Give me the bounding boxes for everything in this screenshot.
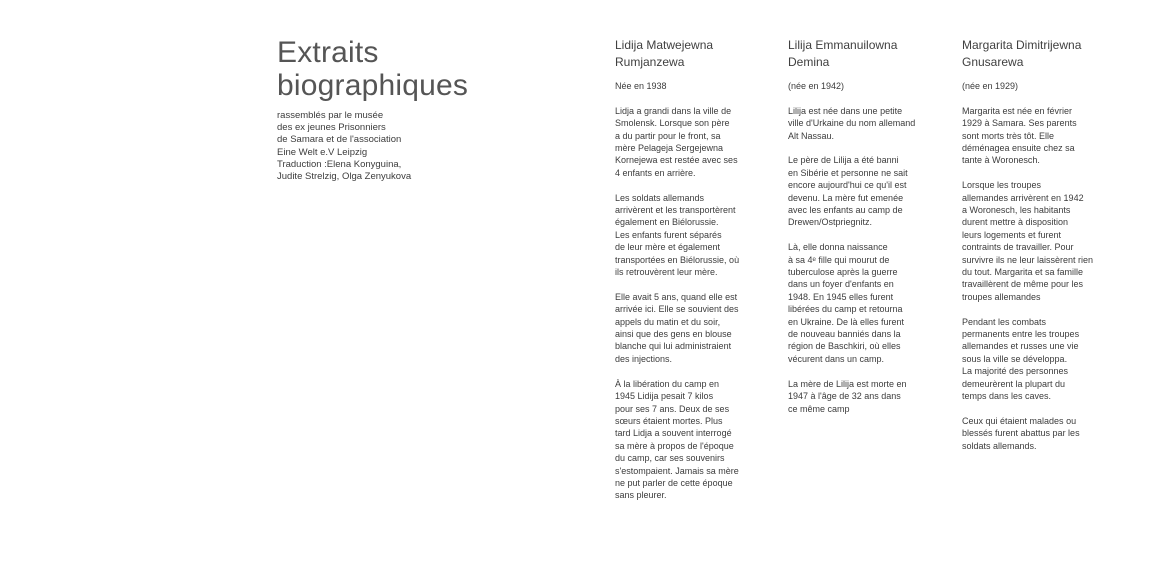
paragraph-line: mère Pelageja Sergejewna	[615, 143, 724, 154]
person-name	[788, 37, 933, 71]
paragraph-line: Elle avait 5 ans, quand elle est	[615, 291, 738, 302]
paragraph-line: temps dans les caves.	[962, 391, 1052, 402]
biography-paragraph	[615, 192, 760, 279]
biography-paragraph	[962, 179, 1107, 303]
biography-paragraph	[615, 291, 760, 365]
paragraph-line: Alt Nassau.	[788, 130, 835, 141]
biography-paragraph	[962, 316, 1107, 403]
biography-paragraph	[788, 154, 933, 228]
paragraph-line: Kornejewa est restée avec ses	[615, 155, 738, 166]
paragraph-line: appels du matin et du soir,	[615, 316, 721, 327]
paragraph-line: ne put parler de cette époque	[615, 477, 733, 488]
paragraph-line: également en Biélorussie.	[615, 217, 719, 228]
paragraph-line: Lilija est née dans une petite	[788, 105, 903, 116]
paragraph-line: a Woronesch, les habitants	[962, 205, 1071, 216]
paragraph-line: 4 enfants en arrière.	[615, 167, 696, 178]
paragraph-line: Lidja a grandi dans la ville de	[615, 105, 732, 116]
paragraph-line: des injections.	[615, 353, 673, 364]
paragraph-line: devenu. La mère fut emenée	[788, 192, 904, 203]
paragraph-line: sa mère à propos de l'époque	[615, 440, 734, 451]
paragraph-line: Smolensk. Lorsque son père	[615, 118, 730, 129]
person-name-line: Demina	[788, 55, 830, 69]
person-name-line: Gnusarewa	[962, 55, 1024, 69]
paragraph-line: transportées en Biélorussie, où	[615, 254, 740, 265]
paragraph-line: leurs logements et furent	[962, 229, 1062, 240]
intro-line: Judite Strelzig, Olga Zenyukova	[277, 171, 412, 183]
paragraph-line: s'estompaient. Jamais sa mère	[615, 465, 739, 476]
biography-paragraph	[788, 378, 933, 415]
paragraph-line: travaillèrent de même pour les	[962, 279, 1084, 290]
biography-paragraph	[615, 105, 760, 179]
paragraph-line: contraints de travailler. Pour	[962, 242, 1074, 253]
paragraph-line: tuberculose après la guerre	[788, 267, 898, 278]
paragraph-line: pour ses 7 ans. Deux de ses	[615, 403, 730, 414]
paragraph-line: tante à Woronesch.	[962, 155, 1040, 166]
paragraph-line: ils retrouvèrent leur mère.	[615, 267, 718, 278]
birth-year: Née en 1938	[615, 81, 667, 91]
paragraph-line: À la libération du camp en	[615, 378, 720, 389]
paragraph-line: région de Baschkiri, où elles	[788, 341, 901, 352]
paragraph-line: vécurent dans un camp.	[788, 353, 885, 364]
intro-line: des ex jeunes Prisonniers	[277, 122, 386, 134]
birth-year: (née en 1942)	[788, 81, 845, 91]
paragraph-line: du tout. Margarita et sa famille	[962, 267, 1084, 278]
paragraph-line: à sa 4ᵉ fille qui mourut de	[788, 254, 890, 265]
intro-line: Eine Welt e.V Leipzig	[277, 146, 368, 158]
paragraph-line: sœurs étaient mortes. Plus	[615, 415, 723, 426]
paragraph-line: troupes allemandes	[962, 291, 1041, 302]
intro-line: de Samara et de l'association	[277, 134, 402, 146]
birth-year: (née en 1929)	[962, 81, 1019, 91]
paragraph-line: 1929 à Samara. Ses parents	[962, 118, 1077, 129]
paragraph-line: du camp, car ses souvenirs	[615, 453, 725, 464]
person-name-line: Margarita Dimitrijewna	[962, 38, 1082, 52]
paragraph-line: sous la ville se développa.	[962, 353, 1068, 364]
paragraph-line: Ceux qui étaient malades ou	[962, 415, 1077, 426]
paragraph-line: Pendant les combats	[962, 316, 1047, 327]
paragraph-line: en Ukraine. De là elles furent	[788, 316, 905, 327]
paragraph-line: La majorité des personnes	[962, 366, 1069, 377]
paragraph-line: permanents entre les troupes	[962, 329, 1080, 340]
paragraph-line: Le père de Lilija a été banni	[788, 155, 899, 166]
paragraph-line: 1948. En 1945 elles furent	[788, 291, 894, 302]
paragraph-line: arrivée ici. Elle se souvient des	[615, 304, 739, 315]
paragraph-line: libérées du camp et retourna	[788, 304, 903, 315]
biography-paragraph	[788, 105, 933, 142]
paragraph-line: 1945 Lidija pesait 7 kilos	[615, 391, 714, 402]
paragraph-line: de nouveau banniés dans la	[788, 329, 901, 340]
intro-credits	[277, 110, 577, 183]
paragraph-line: 1947 à l'âge de 32 ans dans	[788, 391, 901, 402]
paragraph-line: Les soldats allemands	[615, 192, 705, 203]
paragraph-line: soldats allemands.	[962, 440, 1037, 451]
paragraph-line: demeurèrent la plupart du	[962, 378, 1066, 389]
paragraph-line: Là, elle donna naissance	[788, 242, 888, 253]
paragraph-line: allemandes arrivèrent en 1942	[962, 192, 1084, 203]
page-title	[277, 36, 577, 102]
person-name	[962, 37, 1107, 71]
biography-paragraph	[615, 378, 760, 502]
paragraph-line: ainsi que des gens en blouse	[615, 329, 732, 340]
person-name-line: Lilija Emmanuilowna	[788, 38, 898, 52]
paragraph-line: blessés furent abattus par les	[962, 428, 1080, 439]
paragraph-line: dans un foyer d'enfants en	[788, 279, 894, 290]
paragraph-line: survivre ils ne leur laissèrent rien	[962, 254, 1094, 265]
paragraph-line: Drewen/Ostpriegnitz.	[788, 217, 873, 228]
intro-line: Traduction :Elena Konyguina,	[277, 158, 402, 170]
paragraph-line: allemandes et russes une vie	[962, 341, 1079, 352]
paragraph-line: de leur mère et également	[615, 242, 721, 253]
title-line: biographiques	[277, 69, 469, 102]
paragraph-line: Margarita est née en février	[962, 105, 1073, 116]
intro-line: rassemblés par le musée	[277, 110, 384, 121]
biography-paragraph	[962, 415, 1107, 452]
biography-column-gnusarewa	[962, 37, 1107, 465]
biography-column-rumjanzewa	[615, 37, 760, 514]
paragraph-line: Les enfants furent séparés	[615, 229, 722, 240]
paragraph-line: ce même camp	[788, 403, 850, 414]
biography-paragraph	[962, 105, 1107, 167]
person-name-line: Lidija Matwejewna	[615, 38, 714, 52]
paragraph-line: blanche qui lui administraient	[615, 341, 732, 352]
paragraph-line: Lorsque les troupes	[962, 180, 1042, 191]
paragraph-line: avec les enfants au camp de	[788, 205, 903, 216]
person-name	[615, 37, 760, 71]
paragraph-line: sont morts très tôt. Elle	[962, 130, 1055, 141]
biography-paragraph	[788, 241, 933, 365]
paragraph-line: tard Lidja a souvent interrogé	[615, 428, 732, 439]
paragraph-line: La mère de Lilija est morte en	[788, 378, 907, 389]
paragraph-line: a du partir pour le front, sa	[615, 130, 721, 141]
paragraph-line: durent mettre à disposition	[962, 217, 1069, 228]
biography-column-demina	[788, 37, 933, 427]
paragraph-line: en Sibérie et personne ne sait	[788, 167, 908, 178]
paragraph-line: arrivèrent et les transportèrent	[615, 205, 736, 216]
person-name-line: Rumjanzewa	[615, 55, 685, 69]
paragraph-line: déménagea ensuite chez sa	[962, 143, 1075, 154]
title-line: Extraits	[277, 36, 379, 69]
paragraph-line: sans pleurer.	[615, 490, 667, 501]
paragraph-line: encore aujourd'hui ce qu'il est	[788, 180, 907, 191]
paragraph-line: ville d'Urkaine du nom allemand	[788, 118, 916, 129]
